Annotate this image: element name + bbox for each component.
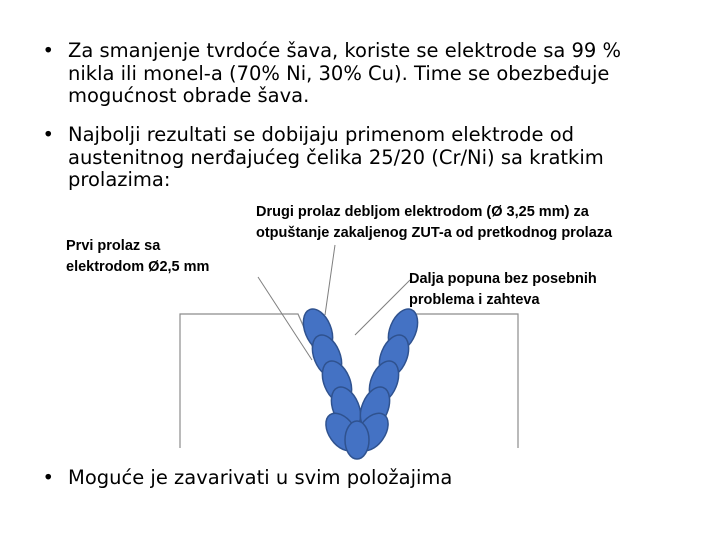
label-second-pass: Drugi prolaz debljom elektrodom (Ø 3,25 mm) za otpuštanje zakaljenog ZUT-a od pretkodnog prolaza xyxy=(256,204,613,241)
bullet-text: Najbolji rezultati se dobijaju primenom elektrode od austenitnog nerđajućeg čelika 25/20 (Cr/Ni) sa kratkim prolazima: xyxy=(68,123,604,191)
label-further-fill: Dalja popuna bez posebnih problema i zahteva xyxy=(409,271,597,308)
bullet-text: Za smanjenje tvrdoće šava, koriste se elektrode sa 99 % nikla ili monel-a (70% Ni, 30% Cu). Time se obezbeđuje mogućnost obrade šava. xyxy=(68,39,622,107)
bullet-text: Moguće je zavarivati u svim položajima xyxy=(68,466,453,489)
weld-bead-root xyxy=(345,421,369,459)
bullet-marker: • xyxy=(42,466,54,489)
weld-beads xyxy=(298,305,424,459)
bullet-marker: • xyxy=(42,39,54,62)
bullet-marker: • xyxy=(42,123,54,146)
leader-line-second-pass xyxy=(325,245,335,315)
label-first-pass: Prvi prolaz sa elektrodom Ø2,5 mm xyxy=(66,238,210,275)
